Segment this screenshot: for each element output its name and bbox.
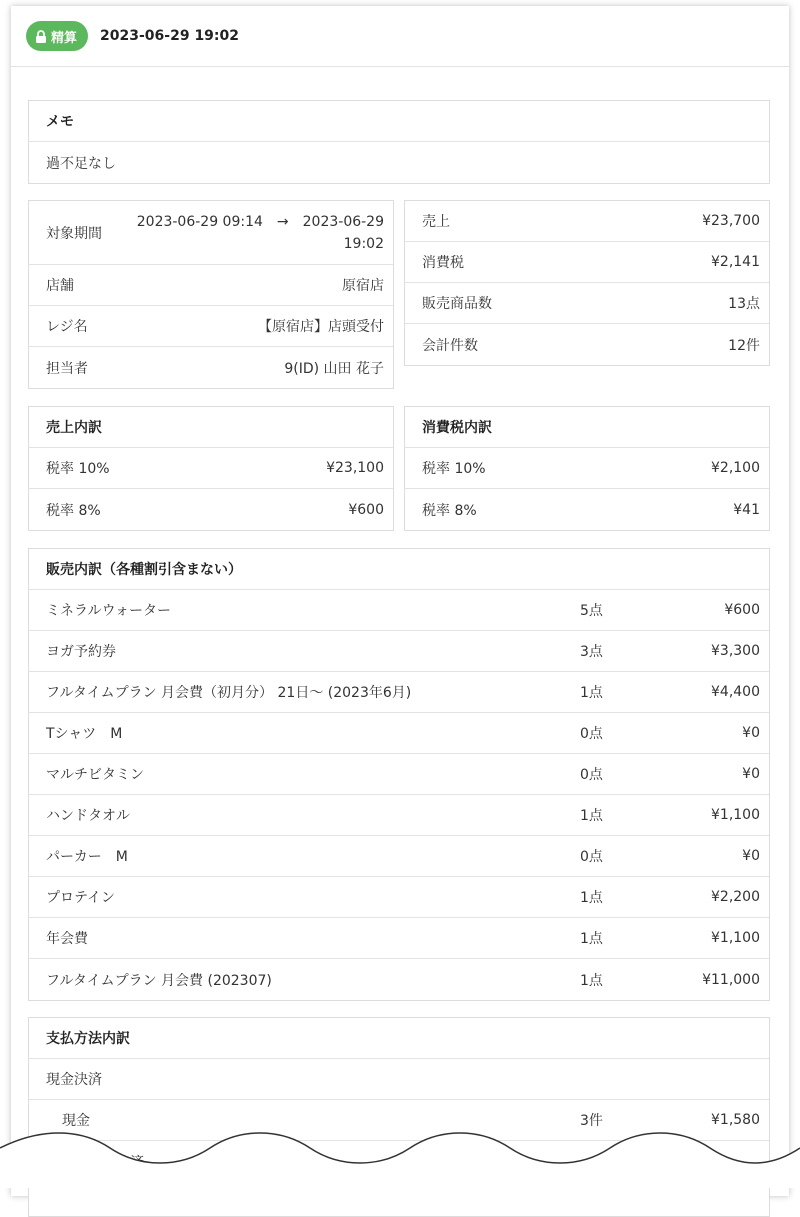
sales-breakdown-panel <box>28 406 394 531</box>
item-amount: ¥2,200 <box>711 889 760 905</box>
item-amount: ¥11,000 <box>702 971 760 988</box>
item-row <box>29 918 769 959</box>
item-name: ミネラルウォーター <box>46 603 172 619</box>
cash-label: 現金 <box>62 1113 90 1129</box>
memo-title: メモ <box>29 101 769 142</box>
rate-value: ¥23,100 <box>326 460 384 476</box>
staff-value: 9(ID) 山田 花子 <box>284 360 384 377</box>
sales-rate-row <box>29 448 393 489</box>
item-name: プロテイン <box>46 890 116 906</box>
item-row <box>29 795 769 836</box>
item-amount: ¥1,100 <box>711 807 760 823</box>
item-amount: ¥0 <box>742 725 760 741</box>
cash-count: 3件 <box>580 1113 603 1129</box>
payment-breakdown-title: 支払方法内訳 <box>29 1018 769 1059</box>
rate-label: 税率 10% <box>422 461 486 477</box>
sales-rate-row <box>29 489 393 530</box>
period-row <box>29 201 393 265</box>
item-amount: ¥4,400 <box>711 684 760 700</box>
item-amount: ¥0 <box>742 766 760 782</box>
rate-label: 税率 8% <box>46 502 101 519</box>
tax-rate-row <box>405 448 769 489</box>
item-name: Tシャツ M <box>46 726 123 742</box>
register-row <box>29 306 393 347</box>
item-qty: 3点 <box>580 644 603 660</box>
settlement-badge <box>26 21 88 51</box>
item-row <box>29 959 769 1000</box>
cash-amount: ¥1,580 <box>711 1112 760 1128</box>
item-qty: 0点 <box>580 849 603 865</box>
totals-row <box>405 201 769 242</box>
item-name: 年会費 <box>46 931 88 947</box>
item-name: マルチビタミン <box>46 767 144 783</box>
register-label: レジ名 <box>46 319 88 335</box>
staff-row <box>29 347 393 388</box>
item-name: フルタイムプラン 月会費 (202307) <box>46 972 272 989</box>
item-qty: 0点 <box>580 726 603 742</box>
item-qty: 1点 <box>580 808 603 824</box>
item-row <box>29 877 769 918</box>
tax-value: ¥2,141 <box>711 254 760 270</box>
items-breakdown-panel <box>28 548 770 1001</box>
totals-row <box>405 324 769 365</box>
item-row <box>29 836 769 877</box>
sales-label: 売上 <box>422 214 450 230</box>
rate-label: 税率 8% <box>422 502 477 519</box>
transaction-count-value: 12件 <box>728 337 760 354</box>
badge-label: 精算 <box>51 30 78 46</box>
item-amount: ¥0 <box>742 848 760 864</box>
store-row <box>29 265 393 306</box>
items-breakdown-title: 販売内訳（各種割引含まない） <box>29 549 769 590</box>
item-row <box>29 754 769 795</box>
summary-totals-panel <box>404 200 770 366</box>
tax-rate-row <box>405 489 769 530</box>
item-row <box>29 713 769 754</box>
item-qty: 5点 <box>580 603 603 619</box>
register-value: 【原宿店】店頭受付 <box>258 319 384 335</box>
item-count-label: 販売商品数 <box>422 296 492 312</box>
item-qty: 1点 <box>580 931 603 947</box>
item-qty: 1点 <box>580 972 603 989</box>
rate-value: ¥600 <box>348 501 384 518</box>
tax-label: 消費税 <box>422 255 464 271</box>
totals-row <box>405 283 769 324</box>
store-label: 店舗 <box>46 278 74 294</box>
sales-value: ¥23,700 <box>702 213 760 229</box>
period-line1: 2023-06-29 09:14 → 2023-06-29 <box>136 213 384 230</box>
lock-icon <box>35 30 47 43</box>
rate-value: ¥2,100 <box>711 460 760 476</box>
item-amount: ¥600 <box>724 602 760 618</box>
item-qty: 0点 <box>580 767 603 783</box>
cash-group-row <box>29 1059 769 1100</box>
tax-breakdown-title: 消費税内訳 <box>405 407 769 448</box>
totals-row <box>405 242 769 283</box>
item-amount: ¥3,300 <box>711 643 760 659</box>
store-value: 原宿店 <box>342 278 384 294</box>
item-name: ハンドタオル <box>46 808 130 824</box>
memo-text: 過不足なし <box>46 155 116 172</box>
transaction-count-label: 会計件数 <box>422 337 478 354</box>
rate-label: 税率 10% <box>46 461 110 477</box>
staff-label: 担当者 <box>46 360 88 377</box>
settlement-datetime: 2023-06-29 19:02 <box>100 28 240 44</box>
item-amount: ¥1,100 <box>711 930 760 946</box>
page-cutoff-wave <box>0 1128 800 1188</box>
item-qty: 1点 <box>580 890 603 906</box>
item-qty: 1点 <box>580 685 603 701</box>
period-label: 対象期間 <box>46 225 102 242</box>
summary-info-panel <box>28 200 394 389</box>
sales-breakdown-title: 売上内訳 <box>29 407 393 448</box>
rate-value: ¥41 <box>733 501 760 518</box>
tax-breakdown-panel <box>404 406 770 531</box>
item-name: フルタイムプラン 月会費（初月分） 21日〜 (2023年6月) <box>46 685 412 701</box>
memo-panel <box>28 100 770 184</box>
item-row <box>29 590 769 631</box>
item-count-value: 13点 <box>728 296 760 312</box>
item-row <box>29 672 769 713</box>
page-header <box>11 6 789 67</box>
cash-group-label: 現金決済 <box>46 1072 102 1088</box>
period-value <box>137 211 384 255</box>
item-name: ヨガ予約券 <box>46 644 116 660</box>
item-row <box>29 631 769 672</box>
item-name: パーカー M <box>46 849 128 865</box>
period-line2: 19:02 <box>343 235 384 252</box>
